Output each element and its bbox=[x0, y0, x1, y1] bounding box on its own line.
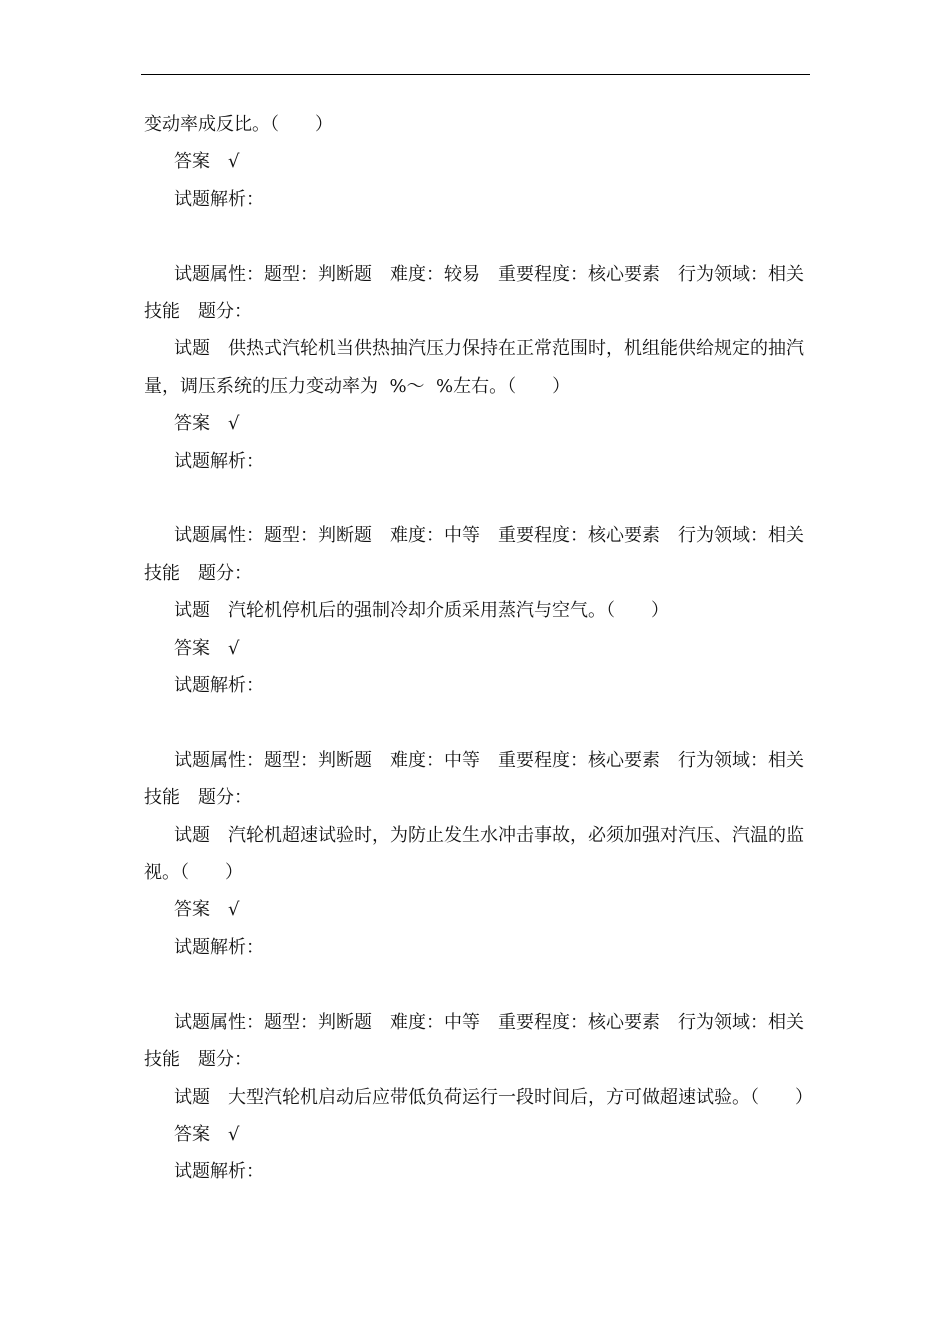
document-body bbox=[144, 106, 812, 1191]
question-text: 试题 汽轮机超速试验时，为防止发生水冲击事故，必须加强对汽压、汽温的监视。（ ） bbox=[144, 824, 804, 884]
blank-line bbox=[144, 480, 812, 517]
blank-line bbox=[144, 966, 812, 1003]
question-attributes: 试题属性：题型：判断题 难度：较易 重要程度：核心要素 行为领域：相关技能 题分： bbox=[144, 263, 804, 323]
answer-line: 答案 √ bbox=[174, 1123, 240, 1145]
question-text: 试题 汽轮机停机后的强制冷却介质采用蒸汽与空气。（ ） bbox=[174, 600, 669, 622]
analysis-line: 试题解析： bbox=[174, 188, 264, 210]
blank-line bbox=[144, 218, 812, 255]
question-attributes: 试题属性：题型：判断题 难度：中等 重要程度：核心要素 行为领域：相关技能 题分： bbox=[144, 749, 804, 809]
question-continuation: 变动率成反比。（ ） bbox=[144, 114, 333, 135]
analysis-line: 试题解析： bbox=[174, 1161, 264, 1183]
header-rule bbox=[141, 74, 810, 75]
answer-line: 答案 √ bbox=[174, 413, 240, 435]
analysis-line: 试题解析： bbox=[174, 450, 264, 472]
answer-line: 答案 √ bbox=[174, 899, 240, 921]
analysis-line: 试题解析： bbox=[174, 936, 264, 958]
answer-line: 答案 √ bbox=[174, 151, 240, 173]
question-attributes: 试题属性：题型：判断题 难度：中等 重要程度：核心要素 行为领域：相关技能 题分： bbox=[144, 1011, 804, 1071]
analysis-line: 试题解析： bbox=[174, 675, 264, 697]
answer-line: 答案 √ bbox=[174, 637, 240, 659]
blank-line bbox=[144, 704, 812, 741]
question-text: 试题 大型汽轮机启动后应带低负荷运行一段时间后，方可做超速试验。（ ） bbox=[174, 1086, 813, 1108]
question-attributes: 试题属性：题型：判断题 难度：中等 重要程度：核心要素 行为领域：相关技能 题分： bbox=[144, 525, 804, 584]
question-text: 试题 供热式汽轮机当供热抽汽压力保持在正常范围时，机组能供给规定的抽汽量，调压系统的压力变动率为 %～ %左右。（ ） bbox=[144, 338, 804, 397]
